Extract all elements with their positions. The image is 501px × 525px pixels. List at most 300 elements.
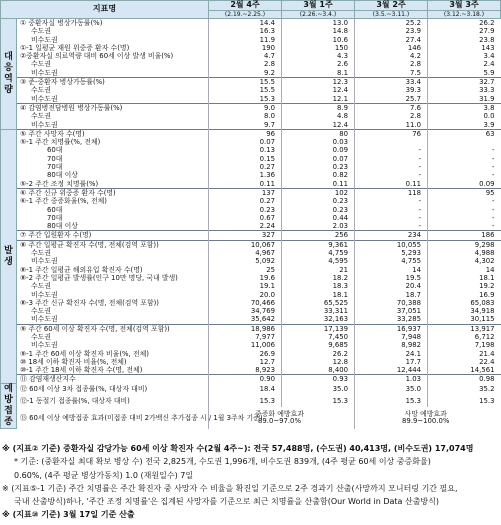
value-cell: 15.3 <box>282 395 355 406</box>
value-cell: 26.2 <box>428 19 501 28</box>
value-cell: 14.4 <box>209 19 282 28</box>
group-label <box>1 384 17 429</box>
value-cell: 4,302 <box>428 257 501 265</box>
value-cell: - <box>355 214 428 222</box>
value-cell: 25.2 <box>355 19 428 28</box>
value-cell: 12.7 <box>209 358 282 366</box>
indicator-label: 비수도권 <box>17 341 209 349</box>
value-cell: 2.8 <box>355 60 428 68</box>
value-cell: 18.1 <box>428 274 501 282</box>
table-row <box>1 60 501 68</box>
value-cell: 4,967 <box>209 249 282 257</box>
table-row <box>1 146 501 154</box>
value-cell: 0.09 <box>428 180 501 189</box>
value-cell: 18.3 <box>282 282 355 290</box>
value-cell: 14 <box>355 266 428 274</box>
value-cell: 6,712 <box>428 333 501 341</box>
value-cell: 24.1 <box>355 350 428 358</box>
indicator-label: ④ 감염병전담병원 병상가동률(%) <box>17 103 209 112</box>
value-cell: - <box>355 206 428 214</box>
value-cell: 33,311 <box>282 307 355 315</box>
value-cell: 15.5 <box>209 78 282 87</box>
indicator-label: 수도권 <box>17 60 209 68</box>
value-cell: 26.2 <box>282 350 355 358</box>
indicator-label: 수도권 <box>17 86 209 94</box>
table-row <box>1 299 501 307</box>
indicator-label: 비수도권 <box>17 315 209 324</box>
table-row <box>1 240 501 249</box>
indicator-header: 지표명 <box>1 1 209 19</box>
value-cell: 0.90 <box>209 375 282 384</box>
table-row <box>1 407 501 429</box>
value-cell: - <box>428 206 501 214</box>
value-cell: 0.11 <box>282 180 355 189</box>
indicator-label: 비수도권 <box>17 291 209 299</box>
value-cell: 102 <box>282 188 355 197</box>
value-cell: 12.4 <box>282 121 355 130</box>
value-cell: 2.8 <box>209 60 282 68</box>
indicator-label: 80대 이상 <box>17 222 209 231</box>
indicator-label: ⑪ 감염재생산지수 <box>17 375 209 384</box>
table-row <box>1 95 501 104</box>
value-cell: 5.9 <box>428 69 501 78</box>
table-row <box>1 214 501 222</box>
indicator-label: 수도권 <box>17 27 209 35</box>
table-row <box>1 249 501 257</box>
table-row <box>1 274 501 282</box>
table-row <box>1 78 501 87</box>
value-cell: 17,139 <box>282 324 355 333</box>
value-cell: 0.27 <box>209 197 282 205</box>
table-row <box>1 341 501 349</box>
indicator-label: ⑨-1 주간 60세 이상 확진자 비율(%, 전체) <box>17 350 209 358</box>
indicator-label: ②중환자실 의료역량 대비 60세 이상 발생 비율(%) <box>17 52 209 60</box>
value-cell: 2.24 <box>209 222 282 231</box>
value-cell: 4,988 <box>428 249 501 257</box>
value-cell: 96 <box>209 129 282 138</box>
value-cell: 9,298 <box>428 240 501 249</box>
table-row <box>1 231 501 240</box>
value-cell: 13.0 <box>282 19 355 28</box>
value-cell: 0.23 <box>282 197 355 205</box>
value-cell: 35,642 <box>209 315 282 324</box>
value-cell: - <box>428 146 501 154</box>
value-cell: 0.98 <box>428 375 501 384</box>
indicator-label: ⑦ 주간 입원환자 수(명) <box>17 231 209 240</box>
effect-title: 사망 예방효과 <box>404 409 447 418</box>
value-cell: 9,361 <box>282 240 355 249</box>
value-cell: 4.2 <box>355 52 428 60</box>
value-cell: 118 <box>355 188 428 197</box>
value-cell: 143 <box>428 44 501 52</box>
value-cell: - <box>355 197 428 205</box>
value-cell: 21 <box>282 266 355 274</box>
value-cell: 7,948 <box>355 333 428 341</box>
value-cell: 7.6 <box>355 103 428 112</box>
value-cell: 39.3 <box>355 86 428 94</box>
value-cell: 20.4 <box>355 282 428 290</box>
value-cell: 1.36 <box>209 171 282 179</box>
table-body <box>1 19 501 429</box>
value-cell: 8.1 <box>282 69 355 78</box>
effect-range: 89.0~97.0% <box>257 416 301 425</box>
value-cell: 26.9 <box>209 350 282 358</box>
value-cell: 14 <box>428 266 501 274</box>
value-cell: 19.1 <box>209 282 282 290</box>
value-cell: 19.5 <box>355 274 428 282</box>
value-cell: 0.67 <box>209 214 282 222</box>
week-header: 2월 4주 <box>209 1 282 11</box>
table-row <box>1 44 501 52</box>
week-header: 3월 2주 <box>355 1 428 11</box>
value-cell: 256 <box>282 231 355 240</box>
footnote-line: ※ (지표② 기준) 중환자실 감당가능 60세 이상 확진자 수(2월 4주~): 전국 57,488명, (수도권) 40,413명, (비수도권) 17,074명 <box>2 444 474 453</box>
indicator-label: 80대 이상 <box>17 171 209 179</box>
value-cell: 20.0 <box>209 291 282 299</box>
indicator-label: 70대 <box>17 214 209 222</box>
indicator-label: ⑤-2 주간 조정 치명률(%) <box>17 180 209 189</box>
week-range: (3.5.~3.11.) <box>355 11 428 19</box>
table-row <box>1 121 501 130</box>
value-cell: 8.9 <box>282 103 355 112</box>
indicator-label: 70대 <box>17 163 209 171</box>
effect-cell <box>355 407 501 429</box>
value-cell: 2.8 <box>355 112 428 120</box>
value-cell: 65,525 <box>282 299 355 307</box>
value-cell: 21.4 <box>428 350 501 358</box>
value-cell: 0.07 <box>209 138 282 146</box>
footnote-line: 0.60%, (4주 평균 병상가동치) 1.0 (재원일수) 7일 <box>14 470 194 480</box>
value-cell: 18.7 <box>355 291 428 299</box>
value-cell: 1.03 <box>355 375 428 384</box>
value-cell: 11.9 <box>209 36 282 44</box>
indicator-label: 수도권 <box>17 333 209 341</box>
table-row <box>1 282 501 290</box>
value-cell: 4,759 <box>282 249 355 257</box>
table-row <box>1 333 501 341</box>
indicator-label: ⑧ 주간 일평균 확진자 수(명, 전체(검역 포함)) <box>17 240 209 249</box>
indicator-label: 60대 <box>17 146 209 154</box>
value-cell: 0.23 <box>209 206 282 214</box>
value-cell: 0.03 <box>282 138 355 146</box>
table-row <box>1 197 501 205</box>
value-cell: 4,755 <box>355 257 428 265</box>
indicator-label: 비수도권 <box>17 36 209 44</box>
table-row <box>1 206 501 214</box>
indicator-label: 수도권 <box>17 307 209 315</box>
value-cell: 11,006 <box>209 341 282 349</box>
value-cell: 0.44 <box>282 214 355 222</box>
value-cell: 33.4 <box>355 78 428 87</box>
value-cell: 14.8 <box>282 27 355 35</box>
value-cell <box>428 138 501 146</box>
value-cell: 7,198 <box>428 341 501 349</box>
value-cell: 12.4 <box>282 86 355 94</box>
indicator-label: 70대 <box>17 155 209 163</box>
value-cell: 8.0 <box>209 112 282 120</box>
value-cell: 25 <box>209 266 282 274</box>
value-cell: 327 <box>209 231 282 240</box>
value-cell: - <box>428 197 501 205</box>
table-row <box>1 69 501 78</box>
indicator-label: ⑧-3 주간 신규 확진자 수(명, 전체(검역 포함)) <box>17 299 209 307</box>
footnote-line: ※ (지표⑤-1 기준) 주간 치명률은 주간 확진자 중 사망자 수 비율을 확진일 기준으로 2주 경과기 산출(사망까지 모니터링 기간 필요, <box>2 483 458 493</box>
table-row <box>1 171 501 179</box>
table-row <box>1 138 501 146</box>
value-cell: 30,115 <box>428 315 501 324</box>
week-header: 3월 1주 <box>282 1 355 11</box>
value-cell: 35.0 <box>282 384 355 395</box>
value-cell: - <box>428 171 501 179</box>
value-cell: 0.15 <box>209 155 282 163</box>
value-cell: 25.7 <box>355 95 428 104</box>
value-cell: 9.2 <box>209 69 282 78</box>
footnote-line: * 기준: (중환자실 최대 확보 병상 수) 전국 2,825개, 수도권 1,996개, 비수도권 839개, (4주 평균 60세 이상 중증화율) <box>14 457 431 467</box>
indicator-label: 수도권 <box>17 112 209 120</box>
footnote-line: ※ (지표⑩ 기준) 3월 17일 기준 산출 <box>2 510 135 520</box>
week-header: 3월 3주 <box>428 1 501 11</box>
value-cell: 19.2 <box>428 282 501 290</box>
value-cell: 35.2 <box>428 384 501 395</box>
indicator-label: ⑫ 60세 이상 3차 접종률(%, 대상자 대비) <box>17 384 209 395</box>
value-cell: 18.4 <box>209 384 282 395</box>
indicator-label: 비수도권 <box>17 69 209 78</box>
value-cell: 33,285 <box>355 315 428 324</box>
table-row <box>1 188 501 197</box>
table-row <box>1 350 501 358</box>
value-cell: 16,937 <box>355 324 428 333</box>
value-cell: 8,400 <box>282 366 355 375</box>
value-cell: 9.7 <box>209 121 282 130</box>
value-cell: 95 <box>428 188 501 197</box>
indicator-label: ⑥ 주간 신규 위중증 환자 수(명) <box>17 188 209 197</box>
value-cell: 3.9 <box>428 121 501 130</box>
table-row <box>1 266 501 274</box>
value-cell: 146 <box>355 44 428 52</box>
footnote-line: 국내 산출방식)하나, '주간 조정 치명률'은 집계된 사망자를 기준으로 최근 치명률을 산출함(Our World in Data 산출방식) <box>14 497 439 507</box>
value-cell: 0.27 <box>209 163 282 171</box>
value-cell: 11.0 <box>355 121 428 130</box>
value-cell: - <box>355 171 428 179</box>
value-cell: 0.82 <box>282 171 355 179</box>
value-cell: 0.23 <box>282 163 355 171</box>
value-cell: 65,083 <box>428 299 501 307</box>
value-cell: 186 <box>428 231 501 240</box>
value-cell: 15.3 <box>209 395 282 406</box>
indicator-label: ⑤-1 주간 치명률(%, 전체) <box>17 138 209 146</box>
table-row <box>1 19 501 28</box>
table-row <box>1 375 501 384</box>
value-cell: 0.13 <box>209 146 282 154</box>
value-cell: 27.9 <box>428 27 501 35</box>
value-cell: - <box>355 155 428 163</box>
group-label <box>1 129 17 383</box>
value-cell: 190 <box>209 44 282 52</box>
value-cell: 27.4 <box>355 36 428 44</box>
value-cell: 80 <box>282 129 355 138</box>
table-row <box>1 257 501 265</box>
indicator-label: 비수도권 <box>17 257 209 265</box>
value-cell: 18,986 <box>209 324 282 333</box>
value-cell: 4.8 <box>282 112 355 120</box>
table-row <box>1 52 501 60</box>
indicator-label: ⑤ 주간 사망자 수(명) <box>17 129 209 138</box>
table-row <box>1 86 501 94</box>
value-cell: 33.3 <box>428 86 501 94</box>
value-cell: 70,388 <box>355 299 428 307</box>
table-row <box>1 129 501 138</box>
value-cell: 137 <box>209 188 282 197</box>
value-cell: - <box>355 222 428 231</box>
value-cell: 4.3 <box>282 52 355 60</box>
indicator-label: 비수도권 <box>17 121 209 130</box>
value-cell <box>355 138 428 146</box>
value-cell: 0.93 <box>282 375 355 384</box>
value-cell: 0.0 <box>428 112 501 120</box>
value-cell: - <box>355 163 428 171</box>
value-cell: 18.2 <box>282 274 355 282</box>
table-row <box>1 324 501 333</box>
indicator-label: 수도권 <box>17 282 209 290</box>
table-header <box>1 1 501 19</box>
value-cell: 0.11 <box>355 180 428 189</box>
week-range: (2.19.~2.25.) <box>209 11 282 19</box>
value-cell: 17.7 <box>355 358 428 366</box>
value-cell: - <box>355 146 428 154</box>
indicator-label: ⑧-2 주간 일평균 발생률(인구 10만 명당, 국내 발생) <box>17 274 209 282</box>
group-label <box>1 19 17 130</box>
value-cell: 2.4 <box>428 60 501 68</box>
value-cell: 2.03 <box>282 222 355 231</box>
value-cell: 76 <box>355 129 428 138</box>
value-cell: 13,917 <box>428 324 501 333</box>
value-cell: 234 <box>355 231 428 240</box>
value-cell: - <box>428 214 501 222</box>
indicator-label: ⑨ 주간 60세 이상 확진자 수(명, 전체(검역 포함)) <box>17 324 209 333</box>
value-cell: 70,466 <box>209 299 282 307</box>
value-cell: 0.07 <box>282 155 355 163</box>
value-cell: 5,293 <box>355 249 428 257</box>
week-range: (3.12.~3.18.) <box>428 11 501 19</box>
value-cell: 10,067 <box>209 240 282 249</box>
value-cell: 10,055 <box>355 240 428 249</box>
value-cell: 150 <box>282 44 355 52</box>
value-cell: 4,595 <box>282 257 355 265</box>
table-row <box>1 103 501 112</box>
value-cell: 7,977 <box>209 333 282 341</box>
table-row <box>1 307 501 315</box>
value-cell: 15.5 <box>209 86 282 94</box>
indicator-label: 비수도권 <box>17 95 209 104</box>
table-row <box>1 366 501 375</box>
value-cell: 23.9 <box>355 27 428 35</box>
value-cell: 12.3 <box>282 78 355 87</box>
value-cell: 15.3 <box>209 95 282 104</box>
value-cell: 4.7 <box>209 52 282 60</box>
value-cell: 34,769 <box>209 307 282 315</box>
value-cell: 12.8 <box>282 358 355 366</box>
value-cell: 3.4 <box>428 52 501 60</box>
indicator-label: ⑥-1 주간 중증화율(%, 전체) <box>17 197 209 205</box>
indicator-label: ⑩-1 주간 18세 이하 확진자 수(명, 전체) <box>17 366 209 375</box>
indicator-label: ⑩ 18세 이하 확진자 비율(%, 전체) <box>17 358 209 366</box>
value-cell: 8,982 <box>355 341 428 349</box>
value-cell: 15.3 <box>355 395 428 406</box>
value-cell: - <box>428 155 501 163</box>
value-cell: 34,918 <box>428 307 501 315</box>
week-range: (2.26.~3.4.) <box>282 11 355 19</box>
value-cell: 10.6 <box>282 36 355 44</box>
group-label-text: 발생 <box>4 245 13 267</box>
table-row <box>1 155 501 163</box>
value-cell: 32,163 <box>282 315 355 324</box>
effect-range: 89.9~100.0% <box>402 416 450 425</box>
indicator-label: ① 중환자실 병상가동률(%) <box>17 19 209 28</box>
value-cell: 2.6 <box>282 60 355 68</box>
value-cell: 12.1 <box>282 95 355 104</box>
table-row <box>1 315 501 324</box>
table-row <box>1 358 501 366</box>
value-cell: 31.9 <box>428 95 501 104</box>
table-row <box>1 291 501 299</box>
table-row <box>1 384 501 395</box>
value-cell: 0.11 <box>209 180 282 189</box>
value-cell: 3.8 <box>428 103 501 112</box>
value-cell: 8,923 <box>209 366 282 375</box>
value-cell: 35.0 <box>355 384 428 395</box>
value-cell: 12,444 <box>355 366 428 375</box>
group-label-text: 예방접종 <box>4 384 13 428</box>
table-row <box>1 112 501 120</box>
value-cell: 37,051 <box>355 307 428 315</box>
value-cell: 63 <box>428 129 501 138</box>
value-cell: 22.4 <box>428 358 501 366</box>
value-cell: 9.0 <box>209 103 282 112</box>
value-cell: 16.9 <box>428 291 501 299</box>
value-cell: - <box>428 222 501 231</box>
value-cell: 14,561 <box>428 366 501 375</box>
table-row <box>1 27 501 35</box>
value-cell: 19.6 <box>209 274 282 282</box>
table-row <box>1 36 501 44</box>
footnotes <box>2 442 498 522</box>
value-cell: 23.8 <box>428 36 501 44</box>
value-cell: 9,685 <box>282 341 355 349</box>
indicator-label: ③ 준-중환자 병상가동률(%) <box>17 78 209 87</box>
indicator-label: ⑬ 60세 이상 예방접종 효과(미접종 대비 2가백신 추가접종 시 / 1월 3주차 기준) <box>17 407 209 429</box>
value-cell: 16.3 <box>209 27 282 35</box>
indicator-label: 60대 <box>17 206 209 214</box>
value-cell: - <box>428 163 501 171</box>
value-cell: 7.5 <box>355 69 428 78</box>
indicator-label: ⑫-1 동절기 접종률(%, 대상자 대비) <box>17 395 209 406</box>
table-row <box>1 180 501 189</box>
value-cell: 0.09 <box>282 146 355 154</box>
group-label-text: 대응역량 <box>4 51 13 95</box>
value-cell: 0.23 <box>282 206 355 214</box>
value-cell: 15.3 <box>428 395 501 406</box>
value-cell: 32.7 <box>428 78 501 87</box>
table-row <box>1 395 501 406</box>
value-cell: 18.1 <box>282 291 355 299</box>
value-cell: 5,092 <box>209 257 282 265</box>
value-cell: 7,450 <box>282 333 355 341</box>
table-row <box>1 222 501 231</box>
indicator-label: ①-1 일평균 재원 위중증 환자 수(명) <box>17 44 209 52</box>
effect-title: 중증화 예방효과 <box>255 409 304 418</box>
indicator-label: 수도권 <box>17 249 209 257</box>
indicator-label: ⑧-1 주간 일평균 해외유입 확진자 수(명) <box>17 266 209 274</box>
